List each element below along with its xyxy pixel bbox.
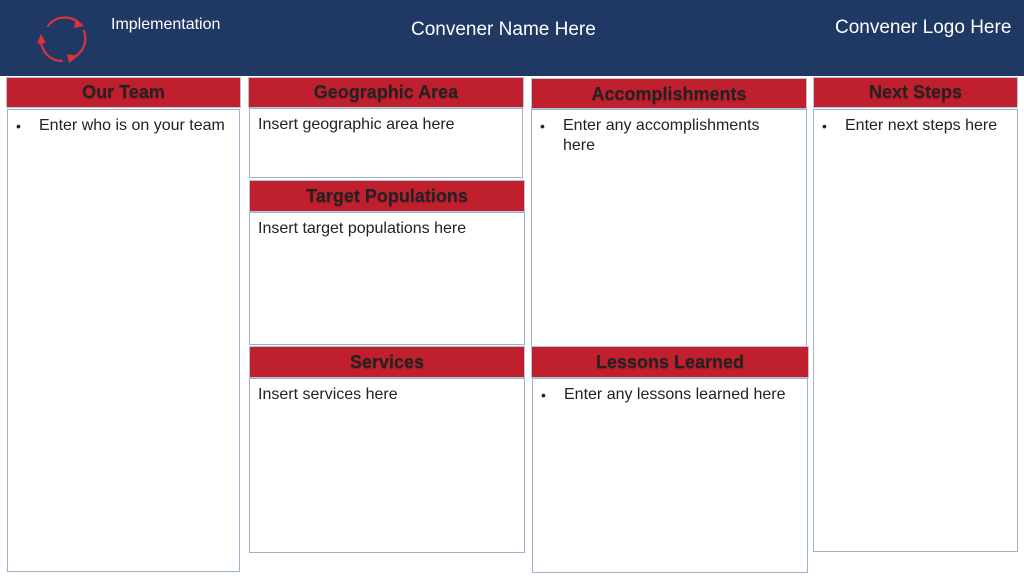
target-populations-text: Insert target populations here bbox=[258, 220, 467, 237]
services-panel bbox=[249, 378, 525, 553]
bullet-marker: • bbox=[16, 118, 21, 134]
bullet-marker: • bbox=[541, 387, 546, 403]
convener-name: Convener Name Here bbox=[411, 19, 596, 40]
geographic-area-text: Insert geographic area here bbox=[258, 116, 455, 133]
accomplishments-text: Enter any accomplishments here bbox=[563, 117, 760, 154]
header-bar bbox=[0, 0, 1024, 76]
services-header: Services bbox=[249, 346, 525, 378]
bullet-marker: • bbox=[540, 118, 545, 134]
cycle-arrows-icon bbox=[34, 12, 92, 66]
our-team-panel bbox=[7, 109, 240, 572]
lessons-learned-header: Lessons Learned bbox=[531, 346, 809, 378]
implementation-label: Implementation bbox=[111, 16, 221, 33]
our-team-text: Enter who is on your team bbox=[39, 117, 225, 134]
target-populations-header: Target Populations bbox=[249, 180, 525, 212]
accomplishments-panel bbox=[531, 109, 807, 365]
lessons-learned-panel bbox=[532, 378, 808, 573]
geographic-area-panel bbox=[249, 108, 523, 178]
next-steps-panel bbox=[813, 109, 1018, 552]
convener-logo-placeholder: Convener Logo Here bbox=[835, 17, 1012, 38]
next-steps-header: Next Steps bbox=[813, 77, 1018, 108]
next-steps-text: Enter next steps here bbox=[845, 117, 998, 134]
bullet-marker: • bbox=[822, 118, 827, 134]
services-text: Insert services here bbox=[258, 386, 398, 403]
geographic-area-header: Geographic Area bbox=[248, 77, 524, 108]
lessons-learned-text: Enter any lessons learned here bbox=[564, 386, 786, 403]
target-populations-panel bbox=[249, 212, 525, 345]
accomplishments-header: Accomplishments bbox=[531, 78, 807, 109]
our-team-header: Our Team bbox=[6, 77, 241, 108]
